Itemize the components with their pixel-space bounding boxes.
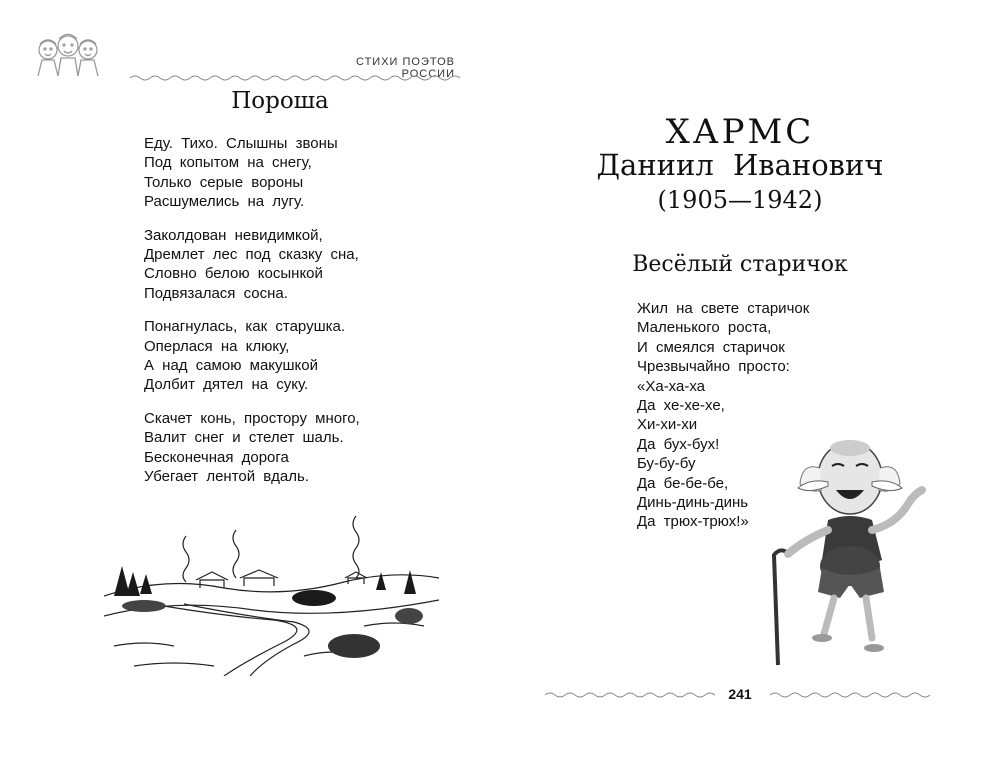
poem-line: Под копытом на снегу, — [144, 154, 312, 172]
poem-line: Понагнулась, как старушка. — [144, 318, 346, 336]
author-years: (1905—1942) — [657, 186, 823, 214]
poem-line: Скачет конь, простору много, — [144, 409, 360, 427]
footer-wave-divider-right — [770, 690, 930, 700]
page-number: 241 — [728, 686, 752, 702]
poem-line: Да бух-бух! — [637, 435, 720, 453]
poem-line: Только серые вороны — [144, 173, 304, 191]
poem-line: Дремлет лес под сказку сна, — [144, 246, 359, 264]
poem-line: Долбит дятел на суку. — [144, 376, 309, 394]
poem-line: Расшумелись на лугу. — [144, 193, 305, 211]
stanza — [144, 317, 444, 395]
poem-line: «Ха-ха-ха — [637, 377, 706, 395]
poem-line: Еду. Тихо. Слышны звоны — [144, 135, 338, 152]
poem-line: Маленького роста, — [637, 319, 772, 337]
stanza — [144, 226, 444, 304]
poem-title: Пороша — [231, 88, 329, 114]
poem-line: Да бе-бе-бе, — [637, 474, 729, 492]
poem-line: Оперлася на клюку, — [144, 337, 290, 355]
poem-line: Хи-хи-хи — [637, 416, 698, 434]
poem-line: Да хе-хе-хе, — [637, 397, 725, 415]
stanza — [144, 134, 444, 212]
poem-line: Чрезвычайно просто: — [637, 358, 790, 376]
stanza — [144, 409, 444, 487]
poem-line: Валит снег и стелет шаль. — [144, 429, 344, 447]
poem-line: А над самою макушкой — [144, 357, 319, 375]
poem-line: Подвязалася сосна. — [144, 284, 288, 302]
laughing-old-man-illustration — [758, 438, 940, 674]
kids-faces-logo — [34, 30, 102, 80]
poem-line: Убегает лентой вдаль. — [144, 468, 309, 486]
poem-line: Словно белою косынкой — [144, 265, 323, 283]
winter-landscape-illustration — [104, 506, 439, 676]
poem-line: И смеялся старичок — [637, 338, 785, 356]
poem-body — [144, 134, 444, 501]
header-wave-divider — [130, 73, 460, 83]
running-head: СТИХИ ПОЭТОВ РОССИИ — [356, 56, 455, 80]
poem-line: Да трюх-трюх!» — [637, 513, 749, 531]
poem-title: Весёлый старичок — [632, 252, 848, 277]
poem-line: Динь-динь-динь — [637, 494, 749, 512]
author-surname: ХАРМС — [665, 112, 815, 152]
poem-line: Бу-бу-бу — [637, 455, 696, 473]
poem-line: Заколдован невидимкой, — [144, 226, 323, 244]
poem-line: Бесконечная дорога — [144, 448, 289, 466]
author-name: Даниил Иванович — [596, 148, 884, 182]
poem-line: Жил на свете старичок — [637, 300, 810, 317]
footer-wave-divider-left — [545, 690, 715, 700]
